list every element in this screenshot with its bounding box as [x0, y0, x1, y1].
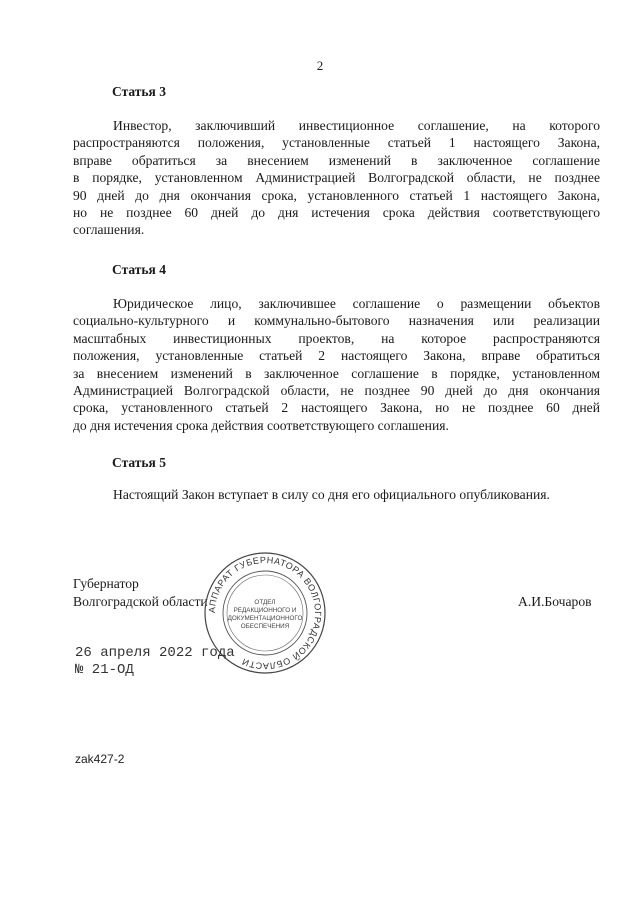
signatory-name: А.И.Бочаров [518, 594, 592, 609]
signature-position [73, 575, 208, 611]
article-3-line: вправе обратиться за внесением изменений в заключенное соглашение [73, 152, 600, 168]
seal-inner-line: РЕДАКЦИОННОГО И [233, 607, 297, 614]
page-number: 2 [316, 58, 324, 73]
article-5-text [73, 486, 600, 503]
article-3-line: но не позднее 60 дней до дня истечения срока действия соответствующего [73, 204, 600, 220]
article-4-line: за внесением изменений в заключенное соглашение в порядке, установленном [73, 365, 600, 381]
article-5-line: Настоящий Закон вступает в силу со дня его официального опубликования. [113, 487, 550, 502]
article-3-line: соглашения. [73, 222, 145, 238]
article-3-line: 90 дней до дня окончания срока, установленного статьей 1 настоящего Закона, [73, 187, 600, 203]
seal-inner-line: ОБЕСПЕЧЕНИЯ [240, 623, 290, 630]
position-line-1: Губернатор [73, 576, 139, 591]
article-4-line: масштабных инвестиционных проектов, на которое распространяются [73, 330, 600, 346]
article-3-line: Инвестор, заключивший инвестиционное соглашение, на которого [113, 118, 600, 133]
document-code: zak427-2 [75, 752, 125, 766]
document-number: № 21-ОД [75, 662, 134, 678]
document-date: 26 апреля 2022 года [75, 645, 235, 661]
seal-inner-line: ОТДЕЛ [254, 599, 276, 606]
article-4-line: положения, установленные статьей 2 настоящего Закона, вправе обратиться [73, 348, 600, 364]
article-4-line: Юридическое лицо, заключившее соглашение о размещении объектов [113, 296, 600, 311]
seal-outer-text: АППАРАТ ГУБЕРНАТОРА ВОЛГОГРАДСКОЙ ОБЛАСТИ [206, 554, 324, 672]
article-3-heading: Статья 3 [112, 84, 166, 99]
article-3-line: в порядке, установленном Администрацией Волгоградской области, не позднее [73, 170, 600, 186]
article-4-line: до дня истечения срока действия соответствующего соглашения. [73, 417, 449, 433]
article-4-heading: Статья 4 [112, 262, 166, 277]
article-4-line: социально-культурного и коммунально-бытового назначения или реализации [73, 313, 600, 329]
article-5-heading: Статья 5 [112, 455, 166, 470]
article-3-text [73, 117, 600, 239]
article-4-text [73, 295, 600, 434]
article-3-line: распространяются положения, установленные статьей 1 настоящего Закона, [73, 135, 600, 151]
position-line-2: Волгоградской области [73, 594, 208, 609]
seal-inner-line: ДОКУМЕНТАЦИОННОГО [227, 615, 303, 622]
article-4-line: срока, установленного статьей 2 настоящего Закона, но не позднее 60 дней [73, 400, 600, 416]
article-4-line: Администрацией Волгоградской области, не позднее 90 дней до дня окончания [73, 382, 600, 398]
